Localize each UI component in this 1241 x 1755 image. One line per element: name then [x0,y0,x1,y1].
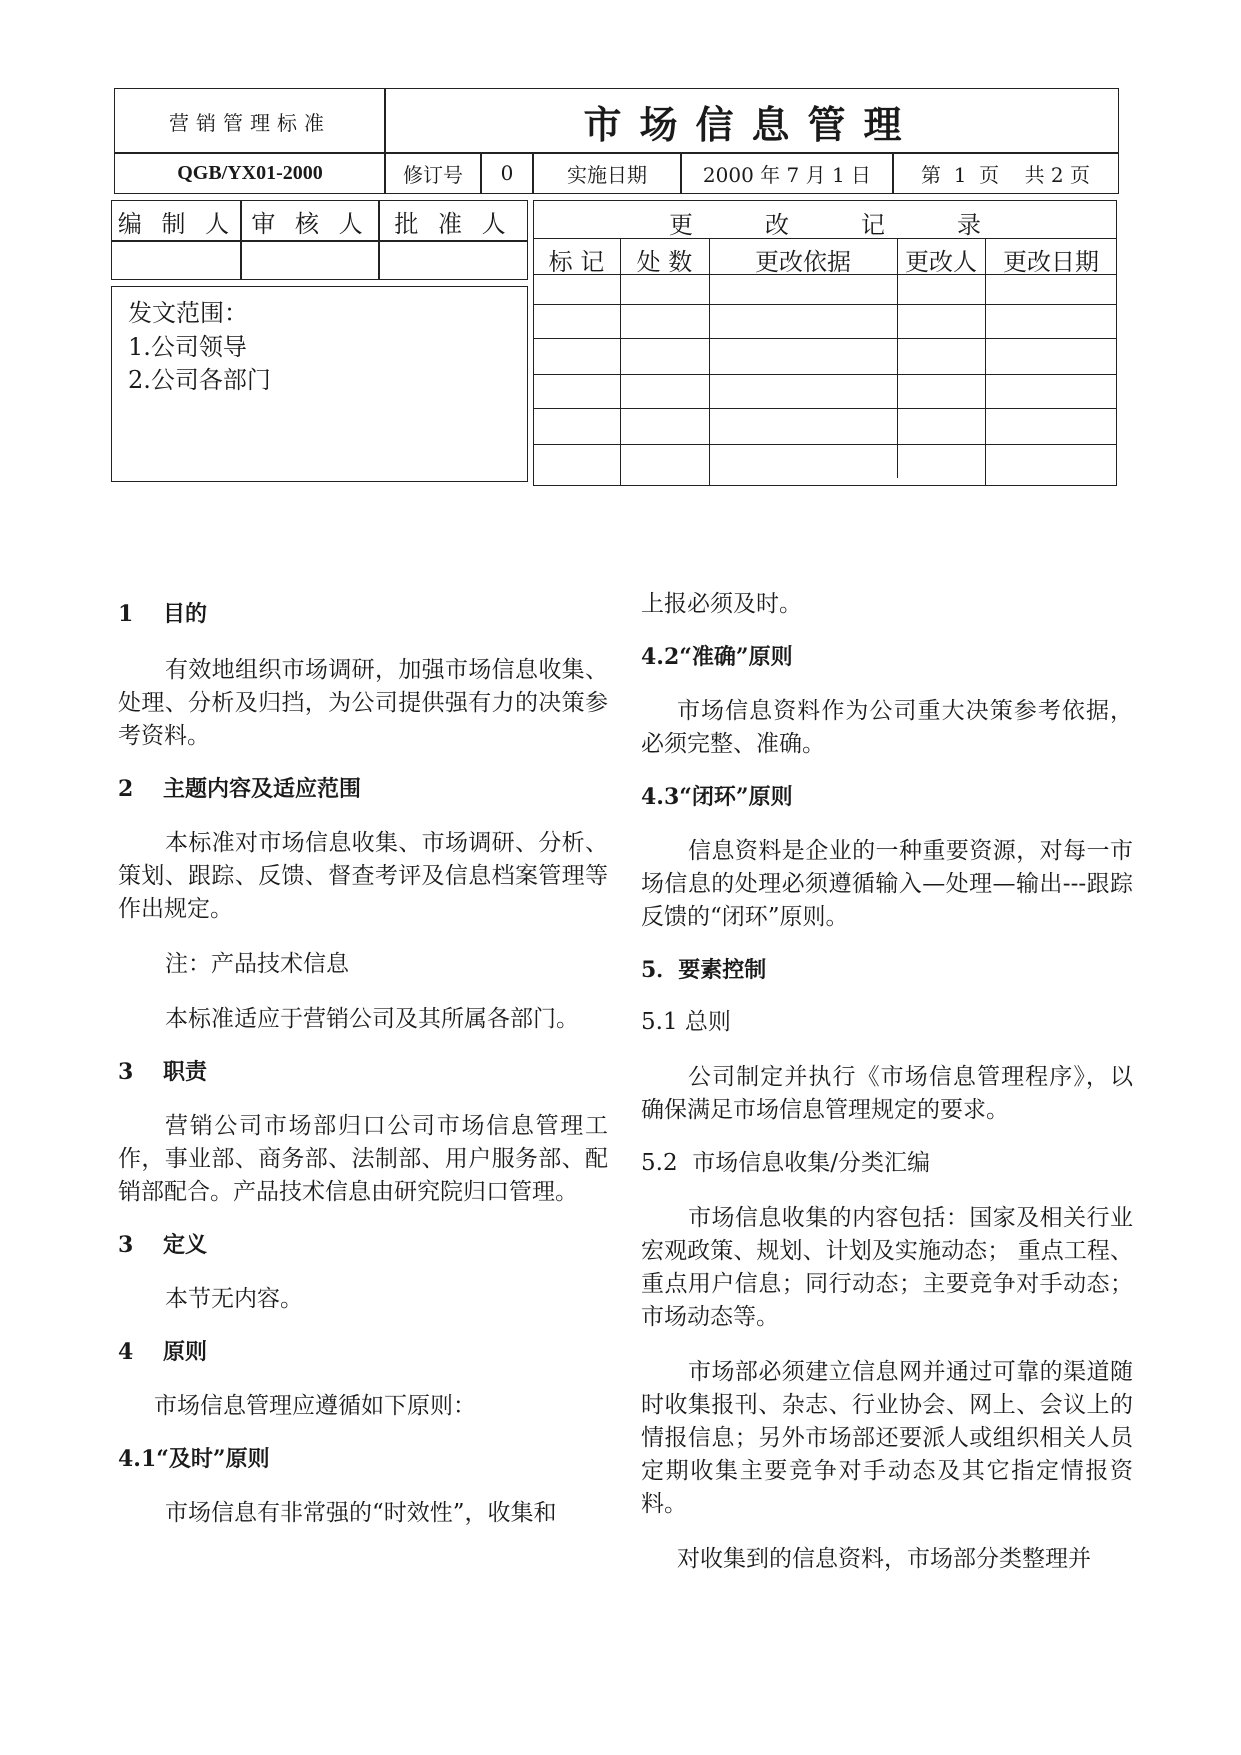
impl-date-value-cell [680,152,894,194]
impl-date-label-cell [532,152,682,194]
change-record-title: 更 改 记 录 [669,211,981,239]
revision-label-cell [384,152,482,194]
revision-label: 修订号 [403,162,463,187]
distribution-item: 2.公司各部门 [128,366,271,394]
subsection-heading: 5.2 市场信息收集/分类汇编 [641,1150,930,1176]
page-info-cell [892,152,1119,194]
paragraph: 市场信息有非常强的“时效性”，收集和 [165,1500,557,1526]
reviewer-sign-cell [240,240,380,280]
standard-category-cell [114,88,386,154]
distribution-item: 1.公司领导 [128,333,247,361]
section-heading: 4.1“及时”原则 [118,1446,270,1472]
paragraph: 本标准对市场信息收集、市场调研、分析、策划、跟踪、反馈、督查考评及信息档案管理等作出规定。 [118,830,608,922]
page-info: 第 1 页 共 2 页 [920,162,1091,187]
title-cell [384,88,1119,154]
approver-sign-cell [378,240,528,280]
section-heading: 3 定义 [118,1232,207,1258]
section-heading: 4 原则 [118,1339,207,1365]
paragraph: 注：产品技术信息 [165,951,349,977]
subsection-heading: 5.1 总则 [641,1009,731,1035]
paragraph: 本节无内容。 [165,1286,303,1312]
paragraph: 市场部必须建立信息网并通过可靠的渠道随时收集报刊、杂志、行业协会、网上、会议上的情报信息；另外市场部还要派人或组织相关人员定期收集主要竞争对手动态及其它指定情报资料。 [641,1359,1133,1517]
revision-value-cell [480,152,534,194]
section-heading: 4.2“准确”原则 [641,644,793,670]
section-heading: 4.3“闭环”原则 [641,784,793,810]
impl-date-label: 实施日期 [567,162,647,187]
column-header-count: 处 数 [636,248,693,276]
section-heading: 5．要素控制 [641,957,767,983]
document-code: QGB/YX01-2000 [177,161,323,184]
paragraph: 本标准适应于营销公司及其所属各部门。 [165,1006,579,1032]
body-left-column [118,598,608,1530]
column-header-changer: 更改人 [905,248,977,276]
distribution-box [111,286,528,482]
paragraph: 市场信息收集的内容包括：国家及相关行业宏观政策、规划、计划及实施动态； 重点工程、重点用户信息；同行动态；主要竞争对手动态；市场动态等。 [641,1205,1133,1330]
approver-label: 批 准 人 [394,209,512,238]
paragraph-continued: 上报必须及时。 [641,591,802,617]
reviewer-label: 审 核 人 [251,209,369,238]
paragraph: 营销公司市场部归口公司市场信息管理工作，事业部、商务部、法制部、用户服务部、配销部配合。产品技术信息由研究院归口管理。 [118,1113,608,1205]
section-heading: 1 目的 [118,601,207,627]
paragraph: 市场信息资料作为公司重大决策参考依据，必须完整、准确。 [641,698,1133,757]
section-heading: 2 主题内容及适应范围 [118,776,361,802]
column-header-basis: 更改依据 [755,248,851,276]
paragraph: 有效地组织市场调研，加强市场信息收集、处理、分析及归挡，为公司提供强有力的决策参考资料。 [118,657,608,749]
distribution-label: 发文范围： [128,299,248,327]
section-heading: 3 职责 [118,1059,207,1085]
document-title: 市场信息管理 [583,101,920,147]
body-right-column [641,588,1133,1576]
revision-value: 0 [500,161,514,185]
compiler-label-cell [111,200,242,242]
compiler-label: 编 制 人 [117,209,236,238]
column-header-date: 更改日期 [1003,248,1099,276]
paragraph: 信息资料是企业的一种重要资源，对每一市场信息的处理必须遵循输入—处理—输出---跟踪反馈的“闭环”原则。 [641,838,1133,930]
code-cell [114,152,386,194]
paragraph: 对收集到的信息资料，市场部分类整理并 [677,1546,1091,1572]
column-header-mark: 标 记 [548,248,605,276]
reviewer-label-cell [240,200,380,242]
approver-label-cell [378,200,528,242]
paragraph: 市场信息管理应遵循如下原则： [154,1393,476,1419]
standard-category: 营销管理标准 [169,110,331,135]
paragraph: 公司制定并执行《市场信息管理程序》，以确保满足市场信息管理规定的要求。 [641,1064,1133,1123]
impl-date-value: 2000 年 7 月 1 日 [702,162,872,187]
compiler-sign-cell [111,240,242,280]
